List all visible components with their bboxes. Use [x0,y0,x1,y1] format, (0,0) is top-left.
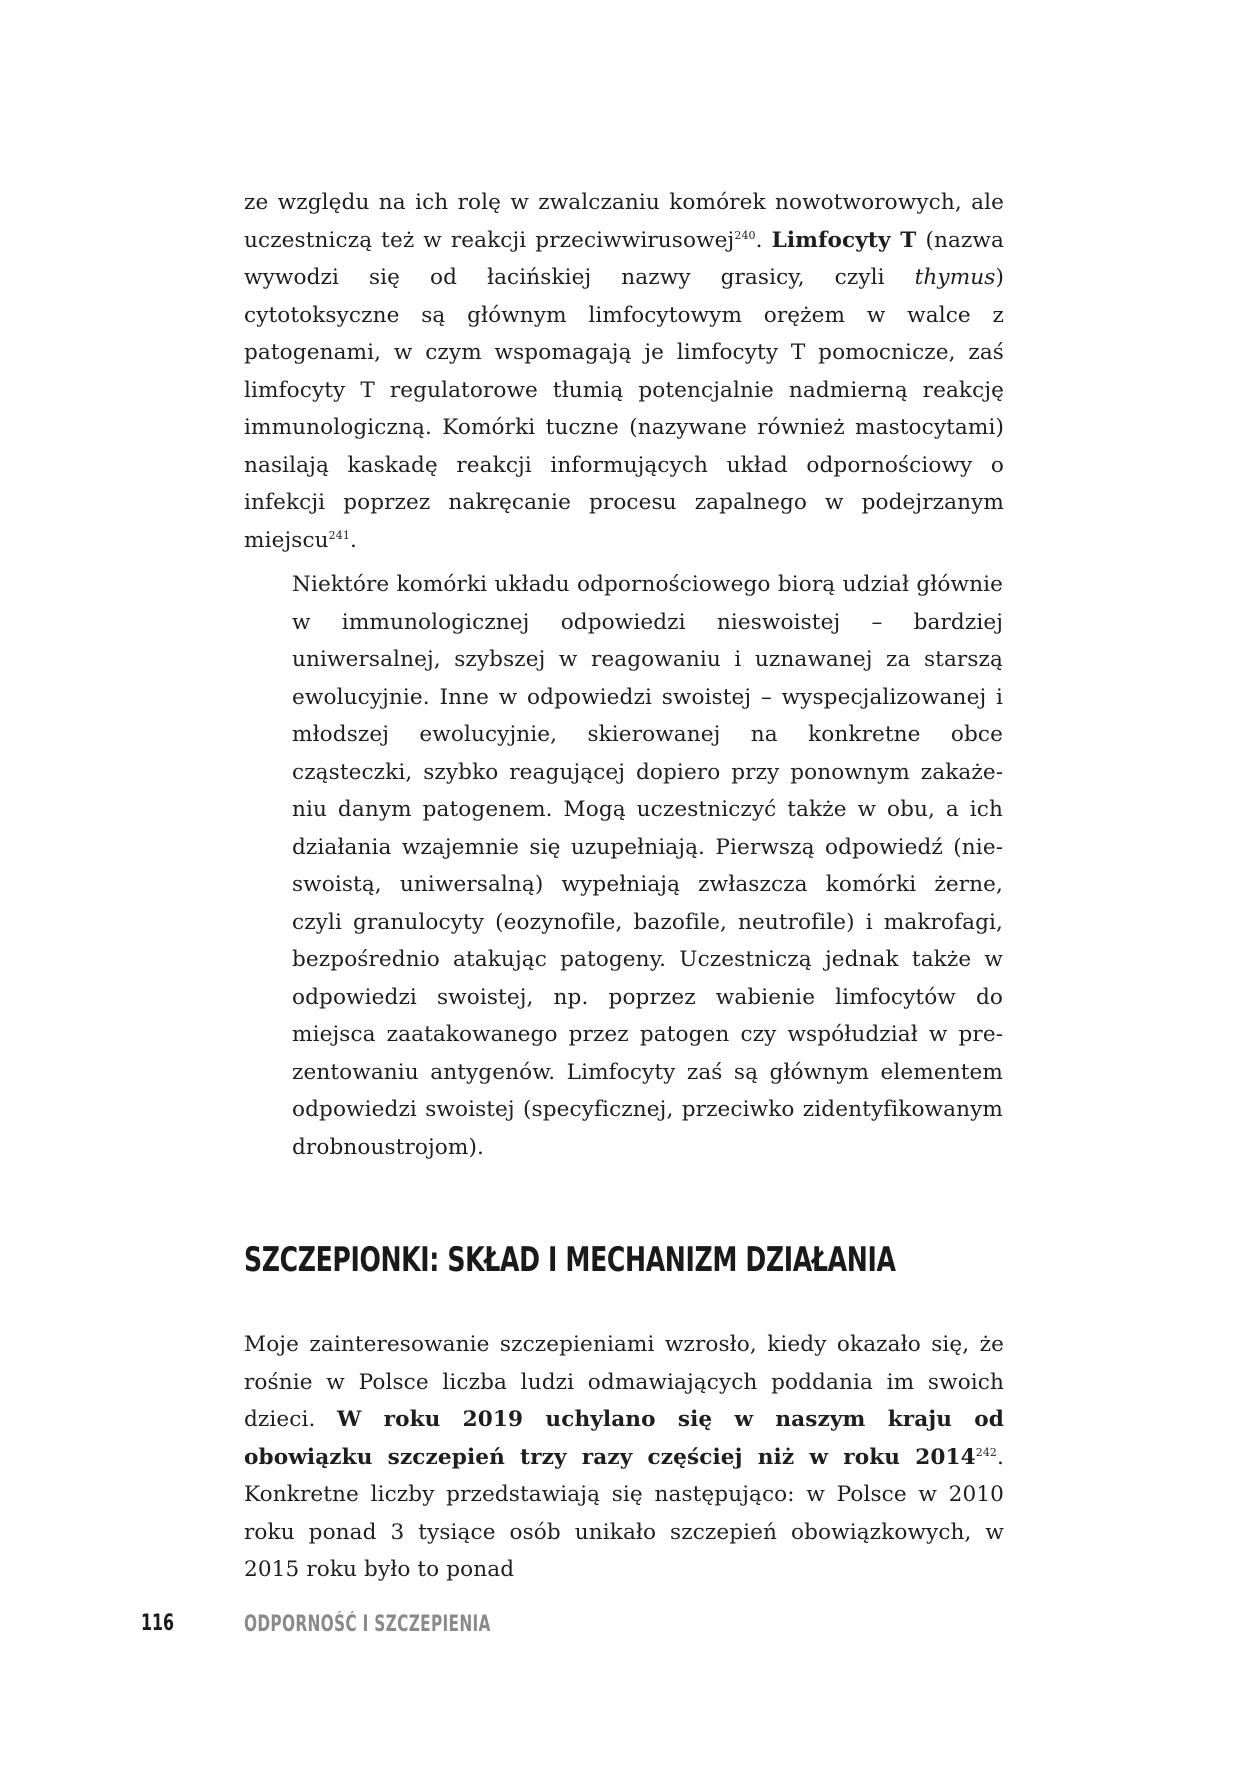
page-number: 116 [141,1611,175,1636]
body-paragraph [244,1326,1004,1589]
paragraph-text: (nazwa wywodzi się od łacińskiej nazwy grasicy, czyli [244,227,1004,290]
indented-block-paragraph: Niektóre komórki układu odpornościowego biorą udział głównie w immunologicznej odpowiedzi nieswoistej – bardziej uniwersalnej, szybszej w reagowaniu i uznawanej za starszą ewolucyjnie. Inne w odpowiedzi swoistej – wyspecjalizowanej i młodszej ewolucyjnie, skierowanej na konkretne obce cząsteczki, szybko reagującej dopiero przy ponownym zakażeniu danym patogenem. Mogą uczestniczyć także w obu, a ich działania wzajemnie się uzupełniają. Pierwszą odpowiedź (nieswoistą, uniwersalną) wypełniają zwłaszcza komórki żerne, czyli granulocyty (eozynofile, bazofile, neutrofile) i makrofagi, bezpośrednio atakując patogeny. Uczestniczą jednak także w odpowiedzi swoistej, np. poprzez wabienie limfocytów do miejsca zaatakowanego przez patogen czy współudział w prezentowaniu antygenów. Limfocyty zaś są głównym elementem odpowiedzi swoistej (specyficznej, przeciwko zidentyfikowanym drobnoustrojom). [292,572,1003,1160]
footnote-reference: 241 [328,528,350,542]
footnote-reference: 242 [975,1445,998,1459]
body-paragraph [244,184,1004,559]
running-title: ODPORNOŚĆ I SZCZEPIENIA [244,1612,491,1637]
paragraph-text: . [349,527,357,553]
paragraph-text: ) cytotoksyczne są głównym limfocytowym orężem w walce z patogenami, w czym wspomagają je limfocyty T pomocnicze, zaś limfocyty T regulatorowe tłumią potencjalnie nadmierną reakcję immunologiczną. Komórki tuczne (nazywane również mastocytami) nasilają kaskadę reakcji informujących układ odpornościowy o infekcji poprzez nakręcanie procesu zapalnego w podejrzanym miejscu [244,265,1004,553]
italic-term: thymus [914,265,996,290]
paragraph-text: Moje zainteresowanie szczepieniami wzrosło, kiedy okazało się, że rośnie w Polsce liczba ludzi odmawiających poddania im swoich dzieci. [244,1332,1004,1432]
paragraph-text: . [755,227,772,253]
footnote-reference: 240 [734,228,756,242]
bold-term: Limfocyty T [771,227,917,253]
bold-statement: W roku 2019 uchylano się w naszym kraju od obowiązku szczepień trzy razy częściej niż w roku 2014 [244,1407,1004,1470]
paragraph-text: . Konkretne liczby przedstawiają się następująco: w Polsce w 2010 roku ponad 3 tysiące osób unikało szczepień obowiązkowych, w 2015 roku było to ponad [244,1444,1004,1582]
paragraph-text: ze względu na ich rolę w zwalczaniu komórek nowotworowych, ale uczestniczą też w reakcji przeciwwirusowej [244,190,1004,253]
section-heading: SZCZEPIONKI: SKŁAD I MECHANIZM DZIAŁANIA [244,1240,896,1280]
